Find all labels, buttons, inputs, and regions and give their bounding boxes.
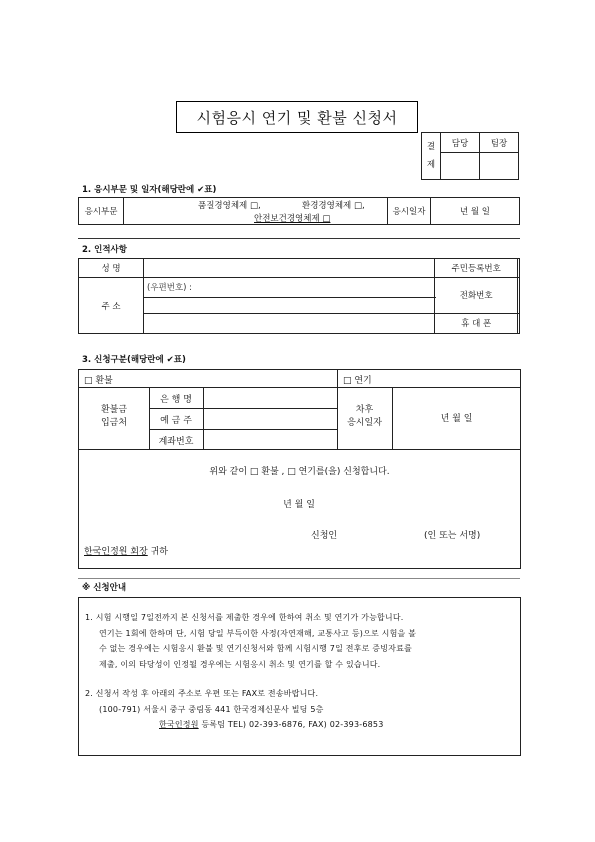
approval-staff-sign[interactable] [441, 153, 480, 180]
guide-item-2: 2. 신청서 작성 후 아래의 주소로 우편 또는 FAX로 전송바랍니다. (100-791) 서울시 중구 중림동 441 한국경제신문사 빌딩 5층 한국인정원 등록팀 TEL) 02-393-6876, FAX) 02-393-6853 [85, 689, 384, 729]
next-exam-date-label: 차후 응시일자 [347, 405, 382, 428]
bank-name-field[interactable] [204, 388, 337, 408]
section2-table [78, 258, 520, 334]
application-date[interactable]: 년 월 일 [283, 500, 315, 510]
bank-name-label: 은 행 명 [160, 395, 192, 405]
approval-col-staff: 담당 [441, 133, 480, 153]
section2-heading: 2. 인적사항 [82, 245, 127, 255]
approval-leader-sign[interactable] [480, 153, 519, 180]
name-label: 성 명 [79, 259, 144, 278]
approval-box [421, 132, 519, 180]
exam-field-label: 응시부문 [79, 198, 124, 225]
phone-label: 전화번호 [435, 278, 518, 313]
guide-divider [78, 578, 520, 579]
section3-box [78, 369, 521, 569]
address-line-2[interactable] [144, 313, 435, 333]
address-line-1[interactable] [144, 297, 435, 313]
section1-heading: 1. 응시부문 및 일자(해당란에 ✔표) [82, 185, 217, 195]
recipient: 한국인정원 회장 귀하 [84, 547, 168, 557]
exam-date-field[interactable]: 년 월 일 [431, 198, 520, 225]
guide-item-1: 1. 시험 시행일 7일전까지 본 신청서를 제출한 경우에 한하여 취소 및 연기가 가능합니다. 연기는 1회에 한하며 단, 시험 당일 부득이한 사정(자연재해, 교통사고 등)으로 시험을 볼 수 없는 경우에는 시험응시 환불 및 연기신청서와 함께 시험시행 7일 전후로 증빙자료를 제출, 이의 타당성이 인정될 경우에는 시험응시 취소 및 연기를 할 수 있습니다. [85, 613, 417, 669]
refund-account-label: 환불금 입금처 [100, 405, 128, 428]
option-environment[interactable]: 환경경영체제 □, [302, 201, 365, 211]
approval-label: 결 제 [422, 133, 441, 180]
exam-date-label: 응시일자 [388, 198, 431, 225]
mobile-field[interactable] [518, 313, 520, 333]
account-number-label: 계좌번호 [158, 437, 194, 447]
account-number-field[interactable] [204, 430, 337, 449]
signature-field[interactable]: (인 또는 서명) [424, 531, 481, 541]
account-holder-label: 예 금 주 [160, 416, 192, 426]
next-exam-date-field[interactable]: 년 월 일 [440, 414, 473, 424]
address-label: 주 소 [79, 278, 144, 334]
account-holder-field[interactable] [204, 409, 337, 429]
resident-id-field[interactable] [518, 259, 520, 278]
phone-field[interactable] [518, 278, 520, 313]
guide-box [78, 597, 521, 756]
section3-heading: 3. 신청구분(해당란에 ✔표) [82, 355, 186, 365]
defer-checkbox[interactable]: □ 연기 [343, 376, 372, 386]
section1-table [78, 197, 520, 225]
application-statement: 위와 같이 □ 환불 , □ 연기를(을) 신청합니다. [209, 467, 390, 477]
refund-checkbox[interactable]: □ 환불 [84, 376, 113, 386]
guide-heading: ※ 신청안내 [82, 583, 127, 593]
exam-field-options[interactable] [124, 198, 388, 225]
approval-col-leader: 팀장 [480, 133, 519, 153]
name-field[interactable] [144, 259, 435, 278]
resident-id-label: 주민등록번호 [435, 259, 518, 278]
divider [78, 238, 520, 239]
option-quality[interactable]: 품질경영체제 □, [198, 201, 261, 211]
mobile-label: 휴 대 폰 [435, 313, 518, 333]
option-safety[interactable]: 안전보건경영체제 □ [254, 214, 331, 224]
applicant-label: 신청인 [311, 531, 338, 541]
postal-code-field[interactable]: (우편번호) : [144, 278, 435, 297]
page-title: 시험응시 연기 및 환불 신청서 [176, 101, 418, 133]
